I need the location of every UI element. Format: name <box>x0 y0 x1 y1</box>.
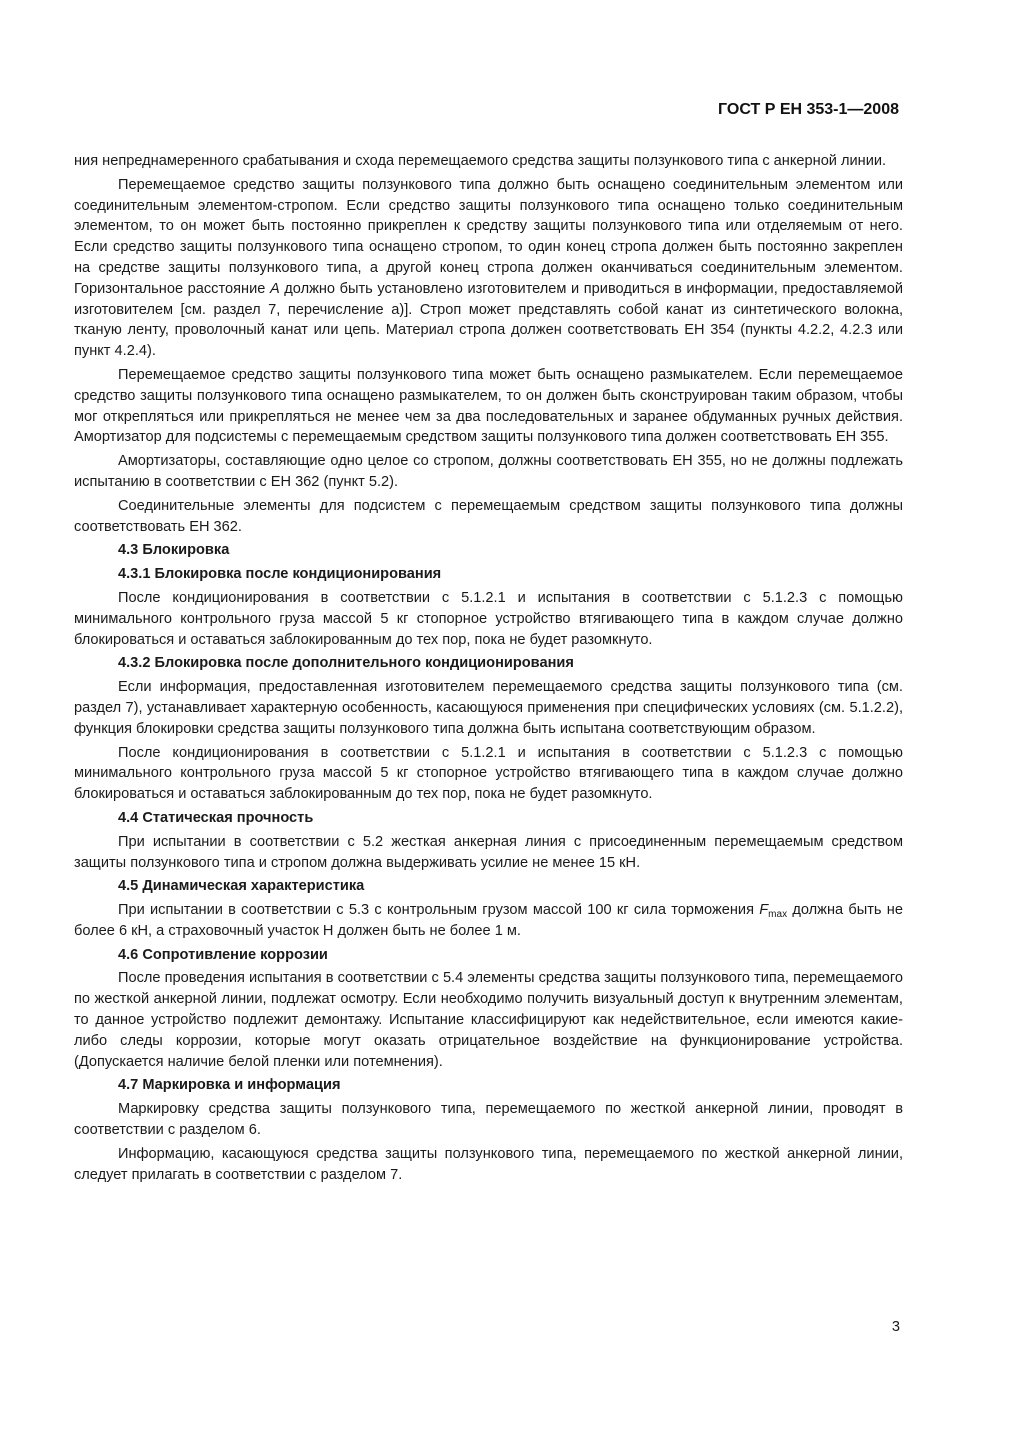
section-heading-4-3: 4.3 Блокировка <box>118 542 230 559</box>
paragraph-locking-after-conditioning: После кондиционирования в соответствии с 5.1.2.1 и испытания в соответствии с 5.1.2.3 с помощью минимального контрольного груза массой 5 кг стопорное устройство втягивающего типа в каждом случае должно блокироваться и оставаться заблокированным до тех пор, пока не будет разомкнуто. <box>74 589 903 648</box>
paragraph-text: При испытании в соответствии с 5.3 с контрольным грузом массой 100 кг сила торможения <box>118 902 760 919</box>
section-heading-4-3-2: 4.3.2 Блокировка после дополнительного кондиционирования <box>118 655 574 672</box>
paragraph-static-strength: При испытании в соответствии с 5.2 жесткая анкерная линия с присоединенным перемещаемым средством защиты ползункового типа и стропом должна выдерживать усилие не менее 15 кН. <box>74 833 903 871</box>
variable-a: A <box>269 280 280 297</box>
variable-f-subscript: max <box>768 909 788 921</box>
paragraph-information: Информацию, касающуюся средства защиты ползункового типа, перемещаемого по жесткой анкерной линии, следует прилагать в соответствии с разделом 7. <box>74 1145 903 1183</box>
section-heading-4-3-1: 4.3.1 Блокировка после кондиционирования <box>118 566 442 583</box>
paragraph-text: должна быть не более 6 кН, а страховочный участок Н должен быть не более 1 м. <box>74 902 903 939</box>
paragraph-continuation: ния непреднамеренного срабатывания и схода перемещаемого средства защиты ползункового типа с анкерной линии. <box>74 153 887 169</box>
paragraph-energy-absorbers: Амортизаторы, составляющие одно целое со стропом, должны соответствовать ЕН 355, но не должны подлежать испытанию в соответствии с ЕН 362 (пункт 5.2). <box>74 453 903 490</box>
page-body <box>74 151 903 1188</box>
paragraph-marking: Маркировку средства защиты ползункового типа, перемещаемого по жесткой анкерной линии, проводят в соответствии с разделом 6. <box>74 1101 903 1139</box>
section-heading-4-4: 4.4 Статическая прочность <box>118 809 314 826</box>
paragraph-text: Перемещаемое средство защиты ползункового типа должно быть оснащено соединительным элементом или соединительным элементом-стропом. Если средство защиты ползункового типа оснащено только соединительным элементом, то он может быть постоянно прикреплен к средству защиты ползункового типа или отделяемым от него. Если средство защиты ползункового типа оснащено стропом, то один конец стропа должен быть постоянно закреплен на средстве защиты ползункового типа, а другой конец стропа должен оканчиваться соединительным элементом. Горизонтальное расстояние <box>74 176 903 297</box>
document-code: ГОСТ Р ЕН 353-1—2008 <box>718 101 899 118</box>
section-heading-4-7: 4.7 Маркировка и информация <box>118 1077 341 1094</box>
paragraph-special-conditions: Если информация, предоставленная изготовителем перемещаемого средства защиты ползункового типа (см. раздел 7), устанавливает характерную особенность, касающуюся применения при специфических условиях (см. 5.1.2.2), функция блокировки средства защиты ползункового типа должна быть испытана соответствующим образом. <box>74 679 903 737</box>
paragraph-locking-after-additional-conditioning: После кондиционирования в соответствии с 5.1.2.1 и испытания в соответствии с 5.1.2.3 с помощью минимального контрольного груза массой 5 кг стопорное устройство втягивающего типа в каждом случае должно блокироваться и оставаться заблокированным до тех пор, пока не будет разомкнуто. <box>74 744 903 803</box>
variable-f: F <box>759 902 769 919</box>
paragraph-corrosion: После проведения испытания в соответствии с 5.4 элементы средства защиты ползункового типа, перемещаемого по жесткой анкерной линии, подлежат осмотру. Если необходимо получить визуальный доступ к внутренним элементам, то данное устройство подлежит демонтажу. Испытание классифицируют как недействительное, если имеются какие-либо следы коррозии, которые могут оказать отрицательное воздействие на функционирование устройства. (Допускается наличие белой пленки или потемнения). <box>74 970 903 1070</box>
section-heading-4-6: 4.6 Сопротивление коррозии <box>118 946 328 963</box>
section-heading-4-5: 4.5 Динамическая характеристика <box>118 878 365 895</box>
paragraph-connector-requirements <box>74 175 903 362</box>
paragraph-text: должно быть установлено изготовителем и приводиться в информации, предоставляемой изготовителем [см. раздел 7, перечисление а)]. Строп может представлять собой канат из синтетического волокна, тканую ленту, проволочный канат или цепь. Материал стропа должен соответствовать ЕН 354 (пункты 4.2.2, 4.2.3 или пункт 4.2.4). <box>74 280 903 360</box>
page-number: 3 <box>891 1319 900 1335</box>
paragraph-dynamic-performance <box>74 900 903 942</box>
paragraph-release-device: Перемещаемое средство защиты ползункового типа может быть оснащено размыкателем. Если перемещаемое средство защиты ползункового типа оснащено размыкателем, то он должен быть сконструирован таким образом, чтобы мог открепляться или прикрепляться не менее чем за два последовательных и заранее обдуманных ручных действия. Амортизатор для подсистемы с перемещаемым средством защиты ползункового типа должен соответствовать ЕН 355. <box>74 366 903 446</box>
paragraph-connectors: Соединительные элементы для подсистем с перемещаемым средством защиты ползункового типа должны соответствовать ЕН 362. <box>74 497 903 535</box>
